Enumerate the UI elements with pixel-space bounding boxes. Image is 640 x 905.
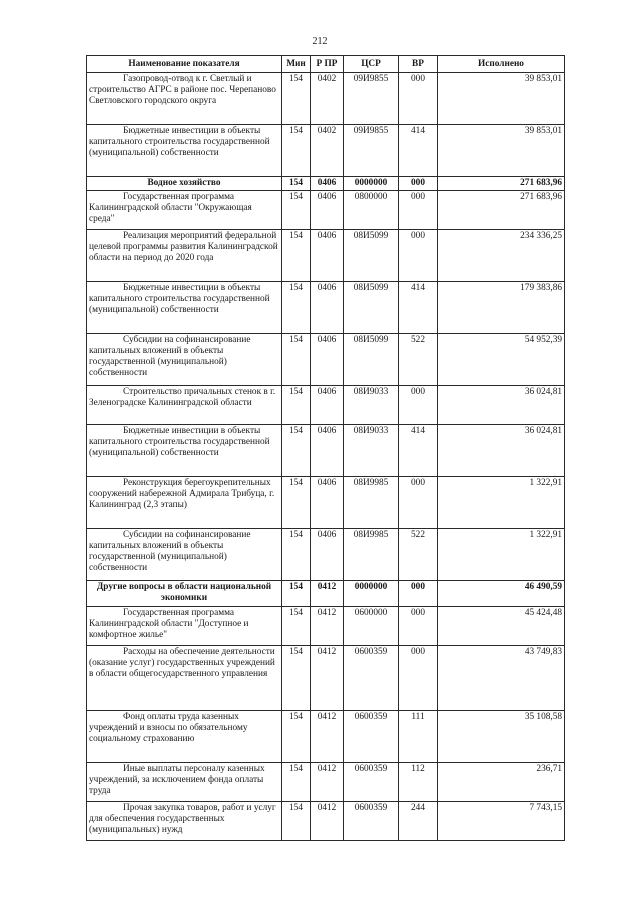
budget-table bbox=[86, 55, 565, 841]
row-name: Фонд оплаты труда казенных учреждений и взносы по обязательному социальному страхованию bbox=[89, 712, 248, 744]
cell-name bbox=[87, 529, 282, 581]
row-name: Реализация мероприятий федеральной целевой программы развития Калининградской области на период до 2020 года bbox=[89, 231, 278, 263]
cell-vr: 000 bbox=[399, 230, 438, 282]
table-body bbox=[87, 73, 565, 841]
cell-rpr: 0406 bbox=[311, 386, 344, 425]
cell-min: 154 bbox=[282, 73, 311, 125]
cell-vr: 414 bbox=[399, 282, 438, 334]
cell-done: 36 024,81 bbox=[438, 386, 565, 425]
cell-rpr: 0406 bbox=[311, 425, 344, 477]
table-row bbox=[87, 191, 565, 230]
cell-min: 154 bbox=[282, 607, 311, 646]
cell-min: 154 bbox=[282, 125, 311, 177]
cell-rpr: 0412 bbox=[311, 607, 344, 646]
row-name: Бюджетные инвестиции в объекты капитального строительства государственной (муниципальной) собственности bbox=[89, 283, 270, 315]
cell-name bbox=[87, 477, 282, 529]
cell-name bbox=[87, 334, 282, 386]
header-row bbox=[87, 56, 565, 73]
cell-csr: 08И9033 bbox=[344, 386, 399, 425]
cell-min: 154 bbox=[282, 425, 311, 477]
cell-min: 154 bbox=[282, 581, 311, 607]
table-row bbox=[87, 334, 565, 386]
header-done: Исполнено bbox=[438, 56, 565, 73]
cell-csr: 0600359 bbox=[344, 646, 399, 711]
cell-min: 154 bbox=[282, 334, 311, 386]
cell-rpr: 0412 bbox=[311, 802, 344, 841]
cell-csr: 08И9985 bbox=[344, 529, 399, 581]
cell-csr: 0000000 bbox=[344, 581, 399, 607]
row-name: Строительство причальных стенок в г. Зеленоградске Калининградской области bbox=[89, 387, 276, 408]
cell-done: 7 743,15 bbox=[438, 802, 565, 841]
table-row bbox=[87, 763, 565, 802]
cell-vr: 111 bbox=[399, 711, 438, 763]
table-row bbox=[87, 711, 565, 763]
cell-min: 154 bbox=[282, 763, 311, 802]
cell-min: 154 bbox=[282, 386, 311, 425]
cell-name bbox=[87, 607, 282, 646]
cell-vr: 522 bbox=[399, 529, 438, 581]
cell-rpr: 0412 bbox=[311, 581, 344, 607]
row-name: Государственная программа Калининградской области "Окружающая среда" bbox=[89, 192, 252, 224]
row-name: Государственная программа Калининградской области "Доступное и комфортное жилье" bbox=[89, 608, 249, 640]
table-row bbox=[87, 607, 565, 646]
cell-min: 154 bbox=[282, 282, 311, 334]
header-min: Мин bbox=[282, 56, 311, 73]
cell-name bbox=[87, 73, 282, 125]
cell-done: 36 024,81 bbox=[438, 425, 565, 477]
row-name: Бюджетные инвестиции в объекты капитального строительства государственной (муниципальной) собственности bbox=[89, 426, 270, 458]
header-vr: ВР bbox=[399, 56, 438, 73]
table-row bbox=[87, 125, 565, 177]
cell-min: 154 bbox=[282, 191, 311, 230]
cell-done: 271 683,96 bbox=[438, 177, 565, 191]
cell-done: 43 749,83 bbox=[438, 646, 565, 711]
row-name: Бюджетные инвестиции в объекты капитального строительства государственной (муниципальной) собственности bbox=[89, 126, 270, 158]
cell-vr: 112 bbox=[399, 763, 438, 802]
table-row bbox=[87, 177, 565, 191]
cell-name bbox=[87, 711, 282, 763]
cell-name bbox=[87, 581, 282, 607]
cell-min: 154 bbox=[282, 477, 311, 529]
table-row bbox=[87, 282, 565, 334]
header-rpr: Р ПР bbox=[311, 56, 344, 73]
row-name: Другие вопросы в области национальной экономики bbox=[96, 582, 272, 603]
cell-done: 35 108,58 bbox=[438, 711, 565, 763]
cell-rpr: 0412 bbox=[311, 711, 344, 763]
cell-name bbox=[87, 425, 282, 477]
cell-done: 54 952,39 bbox=[438, 334, 565, 386]
cell-name bbox=[87, 191, 282, 230]
cell-csr: 0600359 bbox=[344, 763, 399, 802]
cell-min: 154 bbox=[282, 529, 311, 581]
cell-vr: 000 bbox=[399, 386, 438, 425]
table-row bbox=[87, 581, 565, 607]
cell-done: 271 683,96 bbox=[438, 191, 565, 230]
cell-csr: 0800000 bbox=[344, 191, 399, 230]
cell-name bbox=[87, 125, 282, 177]
cell-min: 154 bbox=[282, 711, 311, 763]
cell-done: 236,71 bbox=[438, 763, 565, 802]
header-csr: ЦСР bbox=[344, 56, 399, 73]
row-name: Иные выплаты персоналу казенных учреждений, за исключением фонда оплаты труда bbox=[89, 764, 265, 796]
cell-min: 154 bbox=[282, 646, 311, 711]
cell-done: 39 853,01 bbox=[438, 73, 565, 125]
table-row bbox=[87, 230, 565, 282]
table-row bbox=[87, 529, 565, 581]
cell-rpr: 0406 bbox=[311, 334, 344, 386]
cell-csr: 09И9855 bbox=[344, 73, 399, 125]
cell-name bbox=[87, 282, 282, 334]
cell-name bbox=[87, 802, 282, 841]
cell-csr: 08И9033 bbox=[344, 425, 399, 477]
cell-done: 45 424,48 bbox=[438, 607, 565, 646]
cell-name bbox=[87, 177, 282, 191]
cell-name bbox=[87, 386, 282, 425]
cell-vr: 414 bbox=[399, 125, 438, 177]
cell-csr: 0600359 bbox=[344, 711, 399, 763]
cell-rpr: 0402 bbox=[311, 73, 344, 125]
row-name: Водное хозяйство bbox=[147, 178, 221, 188]
row-name: Газопровод-отвод к г. Светлый и строительство АГРС в районе пос. Черепаново Светловского городского округа bbox=[89, 74, 276, 106]
cell-rpr: 0406 bbox=[311, 477, 344, 529]
row-name: Расходы на обеспечение деятельности (оказание услуг) государственных учреждений в области общегосударственного управления bbox=[89, 647, 275, 679]
cell-vr: 000 bbox=[399, 191, 438, 230]
cell-csr: 08И5099 bbox=[344, 334, 399, 386]
cell-vr: 000 bbox=[399, 73, 438, 125]
cell-csr: 0600359 bbox=[344, 802, 399, 841]
cell-rpr: 0412 bbox=[311, 646, 344, 711]
cell-rpr: 0406 bbox=[311, 230, 344, 282]
table-row bbox=[87, 477, 565, 529]
cell-vr: 000 bbox=[399, 177, 438, 191]
row-name: Реконструкция берегоукрепительных сооружений набережной Адмирала Трибуца, г. Калининград (2,3 этапы) bbox=[89, 478, 275, 510]
row-name: Прочая закупка товаров, работ и услуг для обеспечения государственных (муниципальных) нужд bbox=[89, 803, 276, 835]
cell-rpr: 0406 bbox=[311, 282, 344, 334]
cell-vr: 000 bbox=[399, 581, 438, 607]
header-name: Наименование показателя bbox=[87, 56, 282, 73]
cell-csr: 08И5099 bbox=[344, 282, 399, 334]
table-row bbox=[87, 646, 565, 711]
cell-csr: 09И9855 bbox=[344, 125, 399, 177]
cell-csr: 0000000 bbox=[344, 177, 399, 191]
table-row bbox=[87, 425, 565, 477]
cell-rpr: 0412 bbox=[311, 763, 344, 802]
cell-min: 154 bbox=[282, 802, 311, 841]
cell-min: 154 bbox=[282, 177, 311, 191]
cell-vr: 244 bbox=[399, 802, 438, 841]
cell-csr: 08И9985 bbox=[344, 477, 399, 529]
cell-done: 234 336,25 bbox=[438, 230, 565, 282]
cell-vr: 522 bbox=[399, 334, 438, 386]
cell-csr: 0600000 bbox=[344, 607, 399, 646]
cell-done: 179 383,86 bbox=[438, 282, 565, 334]
cell-done: 1 322,91 bbox=[438, 529, 565, 581]
cell-name bbox=[87, 646, 282, 711]
table-row bbox=[87, 802, 565, 841]
table-row bbox=[87, 73, 565, 125]
cell-name bbox=[87, 763, 282, 802]
page-number: 212 bbox=[312, 36, 328, 47]
row-name: Субсидии на софинансирование капитальных вложений в объекты государственной (муниципальной) собственности bbox=[89, 530, 251, 573]
cell-done: 1 322,91 bbox=[438, 477, 565, 529]
cell-rpr: 0406 bbox=[311, 177, 344, 191]
cell-csr: 08И5099 bbox=[344, 230, 399, 282]
cell-rpr: 0402 bbox=[311, 125, 344, 177]
row-name: Субсидии на софинансирование капитальных вложений в объекты государственной (муниципальной) собственности bbox=[89, 335, 251, 378]
cell-rpr: 0406 bbox=[311, 529, 344, 581]
cell-vr: 000 bbox=[399, 646, 438, 711]
cell-vr: 000 bbox=[399, 477, 438, 529]
cell-min: 154 bbox=[282, 230, 311, 282]
cell-done: 39 853,01 bbox=[438, 125, 565, 177]
cell-name bbox=[87, 230, 282, 282]
cell-vr: 414 bbox=[399, 425, 438, 477]
cell-rpr: 0406 bbox=[311, 191, 344, 230]
table-row bbox=[87, 386, 565, 425]
cell-vr: 000 bbox=[399, 607, 438, 646]
cell-done: 46 490,59 bbox=[438, 581, 565, 607]
